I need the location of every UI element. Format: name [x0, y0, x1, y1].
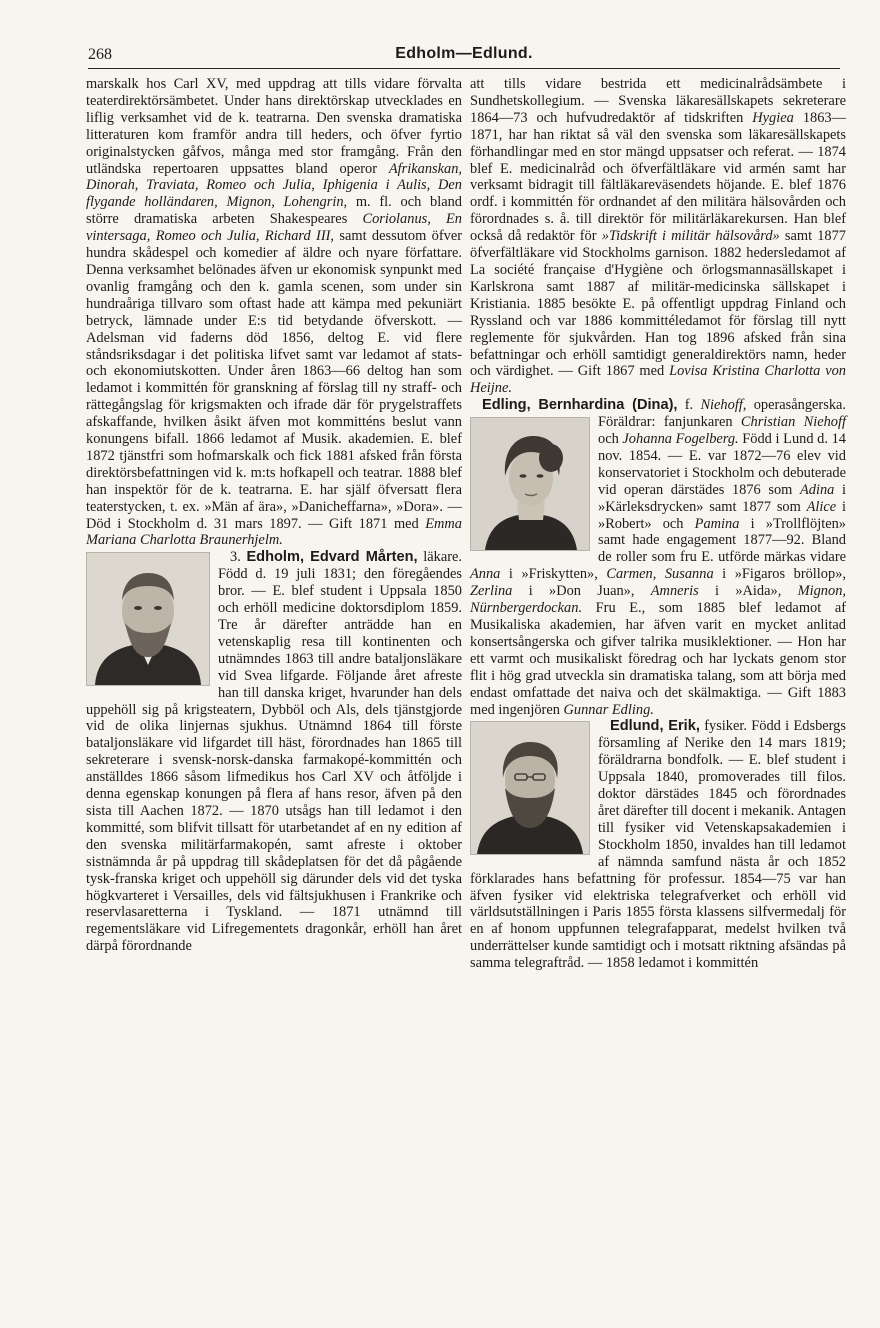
- entry-heading: Edholm, Edvard Mårten,: [246, 549, 418, 566]
- running-head: Edholm—Edlund.: [395, 45, 533, 62]
- left-column: [86, 76, 462, 955]
- page-number: 268: [88, 46, 112, 63]
- role-name: Mignon, Nürnbergerdockan.: [470, 583, 846, 617]
- role-name: Carmen, Susanna: [606, 566, 714, 583]
- play-titles: Coriolanus, En vintersaga, Romeo och Julia, Richard III,: [86, 211, 462, 245]
- role-name: Amneris: [650, 583, 699, 600]
- spouse-name: Gunnar Edling.: [563, 701, 654, 718]
- portrait-dina-edling: [470, 417, 590, 551]
- portrait-erik-edlund: [470, 721, 590, 855]
- role-name: Anna: [470, 566, 501, 583]
- role-name: Adina: [800, 481, 835, 498]
- text-run: i »Friskytten»,: [500, 566, 607, 583]
- parent-name: Johanna Fogelberg.: [622, 431, 739, 448]
- text-run: 1863—1871, har han riktat så väl den svenska som läkaresällskapets förhandlingar med en stor mängd uppsatser och referat. — 1874 blef E. medicinalråd och öfverfältläkare vid armén samt har verksamt bidragit till fältläkareväsendets höjande. E. blef 1876 ordf. i kommittén för ordnandet af den militära hälsovården och förordnades s. å. till direktör för militärläkarekursen. Han blef också då redaktör för: [470, 109, 846, 245]
- right-column: [470, 76, 846, 972]
- role-name: Zerlina: [470, 583, 513, 600]
- text-run: i »Figaros bröllop»,: [713, 566, 846, 583]
- journal-title: Hygiea: [752, 109, 794, 126]
- entry-text: fysiker. Född i Edsbergs församling af Nerike den 14 mars 1819; föräldrarna bondfolk. — E. blef student i Uppsala 1840, promoverades till filos. doktor därstädes 1845 och förordnades året därefter till docent i mekanik. Antagen till fysiker vid Vetenskapsakademien i Stockholm 1850, invaldes han till ledamot af nämnda samfund nästa år och 1852 förklarades hans befattning för professur. 1854—75 var han äfven fysiker vid elektriska telegrafverket och erhöll vid världsutställningen i Paris 1855 första klassens silfvermedalj för en af honom uppfunnen telegrafapparat, medelst hvilken två underrättelser kunde samtidigt och i motsatt riktning afsändas på samma telegraftråd. — 1858 ledamot i kommittén: [470, 718, 846, 972]
- text-run: Fru E., som 1885 blef ledamot af Musikaliska akademien, har äfven varit en mycket anlitad konsertsångerska och gifver talrika musiklektioner. — Hon har ett varmt och musikaliskt föredrag och har lyckats genom stor flit i hög grad utveckla sin dramatiska talang, som att börja med endast omfattade det naiva och det skälmaktiga. — Gift 1883 med ingenjören: [470, 600, 846, 718]
- text-run: samt 1877 öfverfältläkare vid Stockholms garnison. 1882 hedersledamot af La société française d'Hygiène och örlogsmannasällskapet i Karlskrona samt 1887 af militär-medicinska sällskapet i Kristiania. 1885 besökte E. på offentligt uppdrag Finland och Ryssland och var 1886 kommittéledamot för förslag till nytt reglemente för sjukvården. Han tog 1896 afsked från sina befattningar och erhöll samtidigt generaldirektörs namn, heder och värdighet. — Gift 1867 med: [470, 228, 846, 380]
- parent-name: Christian Niehoff: [740, 414, 846, 431]
- entry-heading: Edling, Bernhardina (Dina),: [482, 397, 678, 414]
- text-run: i »Robert» och: [598, 498, 846, 532]
- spouse-name: Emma Mariana Charlotta Braunerhjelm.: [86, 515, 462, 549]
- spouse-name: Lovisa Kristina Charlotta von Heijne.: [470, 363, 847, 397]
- entry-number: 3.: [230, 549, 241, 566]
- edholm-continued-paragraph: [86, 76, 462, 549]
- text-run: samt dessutom öfver hundra skådespel och komedier af äldre och nyare författare. Denna verksamhet belönades äfven ur ekonomisk synpunkt med ovanlig framgång och den k. gamla scenen, som under sin hundraåriga tillvaro som oftast hade att kämpa med pekuniärt betryck, lämnade under E:s tid betydande öfverskott. — Adelsman vid faderns död 1856, deltog E. vid flere ståndsriksdagar i det politiska lifvet samt var ledamot af stats- och ekonomiutskotten. Under åren 1863—66 deltog han som ledamot i kommittén för granskning af förslag till ny straff- och rättegångslag för krigsmakten och ifrade där för prygelstraffets afskaffande, hvilken åsikt äfven mot kommitténs beslut vann konungens bifall. 1866 ledamot af Musik. akademien. E. blef 1872 tjänstfri som hofmarskalk och fick 1881 afsked från första direktörsbefattningen vid k. m:ts hofkapell och teatrar. 1888 blef han inspektör för de k. teatrarna. E. har själf öfversatt flera teaterstycken, t. ex. »Män af ära», »Danicheffarna», »Dora». — Död i Stockholm d. 31 mars 1897. — Gift 1871 med: [86, 228, 462, 532]
- text-run: i »Aida»,: [698, 583, 798, 600]
- opera-titles: Afrikanskan, Dinorah, Traviata, Romeo och Julia, Iphigenia i Aulis, Den flygande holländaren, Mignon, Lohengrin,: [86, 160, 462, 211]
- text-run: operasångerska. Föräldrar: fanjunkaren: [598, 397, 846, 431]
- role-name: Pamina: [694, 515, 740, 532]
- entry-heading: Edlund, Erik,: [610, 718, 700, 735]
- text-run: i »Trollflöjten» samt hade engagement 1877—92. Bland de roller som fru E. utförde märkas vidare: [598, 515, 847, 566]
- page-header: [88, 46, 840, 69]
- portrait-edvard-edholm: [86, 552, 210, 686]
- text-run: i »Don Juan»,: [512, 583, 651, 600]
- entry-text: läkare. Född d. 19 juli 1831; den föregåendes bror. — E. blef student i Uppsala 1850 och erhöll medicine doktorsdiplom 1859. Tre år därefter anträdde han en vetenskaplig resa till kontinenten och utnämndes 1863 till andre bataljonsläkare vid Svea lifgarde. Följande året afreste han till danska kriget, hvarunder han dels uppehöll sig på krigsteatern, Dybböl och Als, dels tjänstgjorde vid de olika linjernas sjukhus. Utnämnd 1864 till förste bataljonsläkare vid lifgardet till häst, förordnades han 1865 till sekreterare i svensk-norsk-danska farmakopé-kommittén och anställdes 1866 såsom lifmedikus hos Carl XV och åtföljde i denna egenskap konungen på flera af hans resor, äfven på den sista till Aachen 1872. — 1870 utsågs han till ledamot i den kommitté, som blifvit tillsatt för utarbetandet af en ny edition af den svenska militärfarmakopén, samt afreste i oktober sistnämnda år på uppdrag till skådeplatsen för det då pågående tysk-franska kriget och uppehöll sig därunder dels vid det tyska högkvarteret i Versailles, dels vid fältsjukhusen i Frankrike och reservlasaretterna i Tyskland. — 1871 utnämnd till regementsläkare vid Lifregementets dragonkår, erhöll han året därpå förordnande: [86, 549, 463, 955]
- text-run: marskalk hos Carl XV, med uppdrag att tills vidare förvalta teaterdirektörsämbetet. Under hans direktörskap utvecklades en liflig verksamhet vid de k. teatrarna. Den svenska dramatiska litteraturen kom framför andra till heders, och öfver fyrtio originalstycken gåfvos, många med stor framgång. Från den utländska repertoaren uppsattes bland operor: [86, 76, 462, 177]
- edholm-continued-paragraph-right: [470, 76, 846, 397]
- journal-title: »Tidskrift i militär hälsovård»: [601, 228, 780, 245]
- role-name: Alice: [806, 498, 837, 515]
- maiden-name: Niehoff,: [700, 397, 747, 414]
- text-run: och: [598, 431, 623, 448]
- text-run: att tills vidare bestrida ett medicinalrådsämbete i Sundhetskollegium. — Svenska läkaresällskapets sekreterare 1864—73 och hufvudredaktör af tidskriften: [470, 76, 846, 126]
- entry-edholm-edvard: [86, 549, 462, 955]
- text-run: m. fl. och bland större dramatiska arbeten Shakespeares: [86, 194, 462, 228]
- entry-edlund-erik: [470, 718, 846, 972]
- text-run: i »Kärleksdrycken» samt 1877 som: [598, 481, 846, 515]
- text-run: Född i Lund d. 14 nov. 1854. — E. var 1872—76 elev vid konservatoriet i Stockholm och debuterade vid operan därstädes 1876 som: [598, 431, 846, 498]
- text-run: f.: [677, 397, 701, 414]
- entry-edling-bernhardina: [470, 397, 846, 718]
